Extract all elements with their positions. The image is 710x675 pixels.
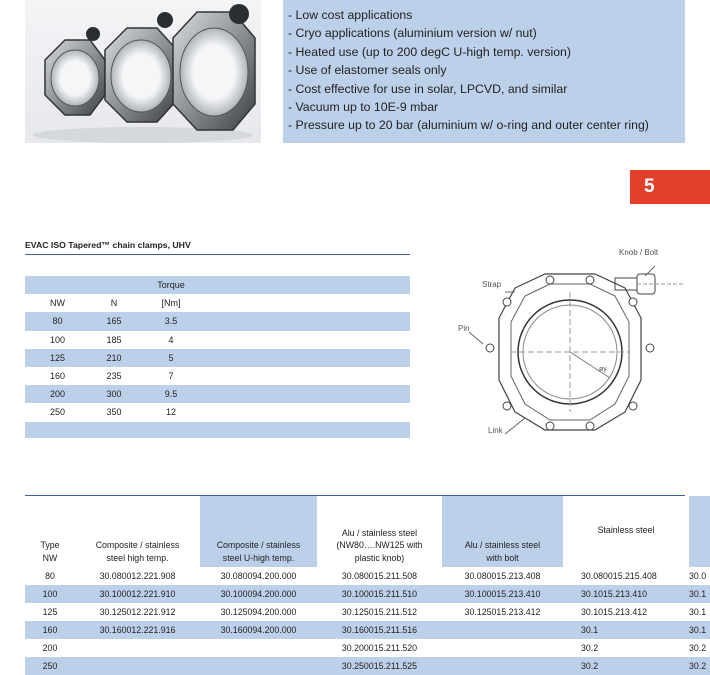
table-cell: 30.080094.200.000 — [220, 571, 297, 581]
table-cell: 5 — [138, 349, 204, 367]
table-cell — [75, 639, 200, 657]
table-cell — [442, 657, 563, 675]
table-header-row — [25, 294, 410, 312]
header-cell — [204, 276, 410, 294]
feature-item: - Heated use (up to 200 degC U-high temp. version) — [288, 43, 685, 61]
table-cell: 30.1 — [689, 621, 710, 639]
table-cell: 160 — [25, 621, 75, 639]
table-cell: 7 — [168, 371, 174, 382]
table-cell: 30.1 — [563, 621, 689, 639]
table-cell: 30.100094.200.000 — [200, 585, 317, 603]
table-row — [25, 312, 410, 330]
header-line: plastic knob) — [354, 552, 405, 563]
table-row — [25, 367, 410, 385]
header-line: Type — [40, 540, 60, 550]
table-cell: 30.1 — [689, 607, 707, 617]
table-cell: 30.2 — [563, 657, 689, 675]
header-cell — [90, 276, 138, 294]
section-title: EVAC ISO Tapered™ chain clamps, UHV — [25, 240, 191, 250]
table-cell: 100 — [25, 585, 75, 603]
table-cell: 30.200015.211.520 — [341, 643, 418, 653]
table-row — [25, 603, 710, 621]
table-cell: 210 — [90, 349, 138, 367]
strap-label: Strap — [482, 280, 502, 289]
chain-clamps-image — [25, 0, 261, 143]
table-cell: 30.080015.215.408 — [581, 571, 657, 581]
table-cell: 185 — [106, 334, 122, 345]
table-header-row — [25, 496, 710, 567]
header-line: Alu / stainless steel — [464, 540, 541, 550]
table-cell: 30.100012.221.910 — [75, 585, 200, 603]
title-divider — [25, 254, 410, 255]
header-line: (NW80….NW125 with — [336, 540, 423, 550]
table-cell: 30.1015.213.412 — [581, 607, 648, 617]
table-cell: 250 — [25, 657, 75, 675]
table-cell: 125 — [25, 349, 90, 367]
header-alu-with-bolt — [442, 496, 563, 567]
header-cell — [25, 276, 90, 294]
header-clipped-column — [689, 496, 710, 567]
table-row — [25, 657, 710, 675]
table-cell: 30.125015.213.412 — [464, 607, 541, 617]
header-cell: Torque — [138, 276, 204, 294]
torque-table — [25, 276, 410, 422]
table-cell: 3.5 — [138, 312, 204, 330]
header-line: steel high temp. — [106, 552, 169, 563]
table-cell: 30.080015.213.408 — [464, 571, 541, 581]
clamp-technical-drawing — [455, 240, 695, 455]
header-cell-nw: NW — [50, 298, 65, 309]
table-cell: 200 — [25, 385, 90, 403]
header-line: Stainless steel — [597, 524, 655, 535]
header-line: NW — [42, 552, 58, 563]
table-footer-band — [25, 422, 410, 438]
feature-item: - Pressure up to 20 bar (aluminium w/ o-ring and outer center ring) — [288, 116, 685, 134]
table-cell: 100 — [49, 334, 66, 345]
header-composite-high-temp — [75, 496, 200, 567]
table-cell: 30.125012.221.912 — [99, 607, 176, 617]
table-cell — [75, 657, 200, 675]
product-photo — [25, 0, 261, 143]
feature-item: - Use of elastomer seals only — [288, 61, 685, 79]
features-box — [283, 0, 685, 143]
table-cell: 30.1 — [689, 585, 710, 603]
table-cell: 30.160015.211.516 — [317, 621, 442, 639]
table-cell: 30.100015.213.410 — [442, 585, 563, 603]
table-cell: 30.2 — [689, 643, 707, 653]
table-cell: 30.1015.213.410 — [563, 585, 689, 603]
header-cell-n: N — [110, 298, 118, 309]
table-cell: 30.160012.221.916 — [75, 621, 200, 639]
table-cell: 300 — [90, 385, 138, 403]
table-cell: 125 — [42, 607, 58, 617]
feature-item: - Low cost applications — [288, 6, 685, 24]
header-composite-u-high-temp — [200, 496, 317, 567]
table-cell: 160 — [49, 371, 66, 382]
feature-item: - Vacuum up to 10E-9 mbar — [288, 98, 685, 116]
table-row — [25, 567, 710, 585]
table-cell: 30.250015.211.525 — [317, 657, 442, 675]
table-cell: 80 — [25, 312, 90, 330]
page-number-tab: 5 — [630, 170, 710, 204]
table-cell: 30.2 — [581, 643, 599, 653]
table-row — [25, 349, 410, 367]
table-cell: 350 — [106, 407, 122, 418]
table-cell: 9.5 — [138, 385, 204, 403]
table-header-row — [25, 276, 410, 294]
table-cell — [442, 639, 563, 657]
small-clamp — [45, 27, 105, 115]
table-cell — [200, 657, 317, 675]
table-row — [25, 385, 410, 403]
header-line: Alu / stainless steel — [341, 527, 418, 538]
header-alu-plastic-knob — [317, 496, 442, 567]
table-row — [25, 585, 710, 603]
order-number-table — [25, 496, 710, 675]
feature-item: - Cryo applications (aluminium version w/ nut) — [288, 24, 685, 42]
table-cell: 30.160094.200.000 — [200, 621, 317, 639]
table-cell: 4 — [168, 334, 174, 345]
table-cell: 235 — [106, 371, 122, 382]
knob-bolt-label: Knob / Bolt — [619, 248, 659, 257]
table-cell — [442, 621, 563, 639]
table-row — [25, 621, 710, 639]
header-stainless-steel — [563, 496, 689, 567]
header-cell — [204, 294, 410, 312]
pin-label: Pin — [458, 324, 470, 333]
table-cell: 250 — [49, 407, 66, 418]
table-cell: 200 — [42, 643, 58, 653]
table-row — [25, 639, 710, 657]
header-line: Composite / stainless — [216, 540, 301, 550]
header-cell-torque: [Nm] — [161, 298, 181, 309]
table-cell: 12 — [165, 407, 176, 418]
table-row — [25, 403, 410, 421]
table-cell: 30.080015.211.508 — [341, 571, 418, 581]
table-cell: 165 — [90, 312, 138, 330]
table-cell — [200, 639, 317, 657]
table-cell: 30.2 — [689, 657, 710, 675]
table-cell: 30.0 — [689, 571, 707, 581]
features-list — [283, 0, 685, 135]
diameter-label: øy — [599, 366, 607, 373]
table-cell: 30.125015.211.512 — [341, 607, 418, 617]
table-cell: 30.125094.200.000 — [220, 607, 297, 617]
table-row — [25, 331, 410, 349]
table-cell: 80 — [45, 571, 55, 581]
table-cell: 30.100015.211.510 — [317, 585, 442, 603]
feature-item: - Cost effective for use in solar, LPCVD, and similar — [288, 80, 685, 98]
header-line: steel U-high temp. — [222, 552, 295, 563]
link-label: Link — [488, 426, 503, 435]
header-type-nw — [25, 496, 75, 567]
medium-clamp — [105, 12, 177, 122]
table-cell: 30.080012.221.908 — [99, 571, 176, 581]
header-line: with bolt — [486, 552, 519, 563]
knob-bolt — [615, 278, 637, 290]
header-line: Composite / stainless — [95, 540, 180, 550]
large-clamp — [173, 4, 255, 130]
